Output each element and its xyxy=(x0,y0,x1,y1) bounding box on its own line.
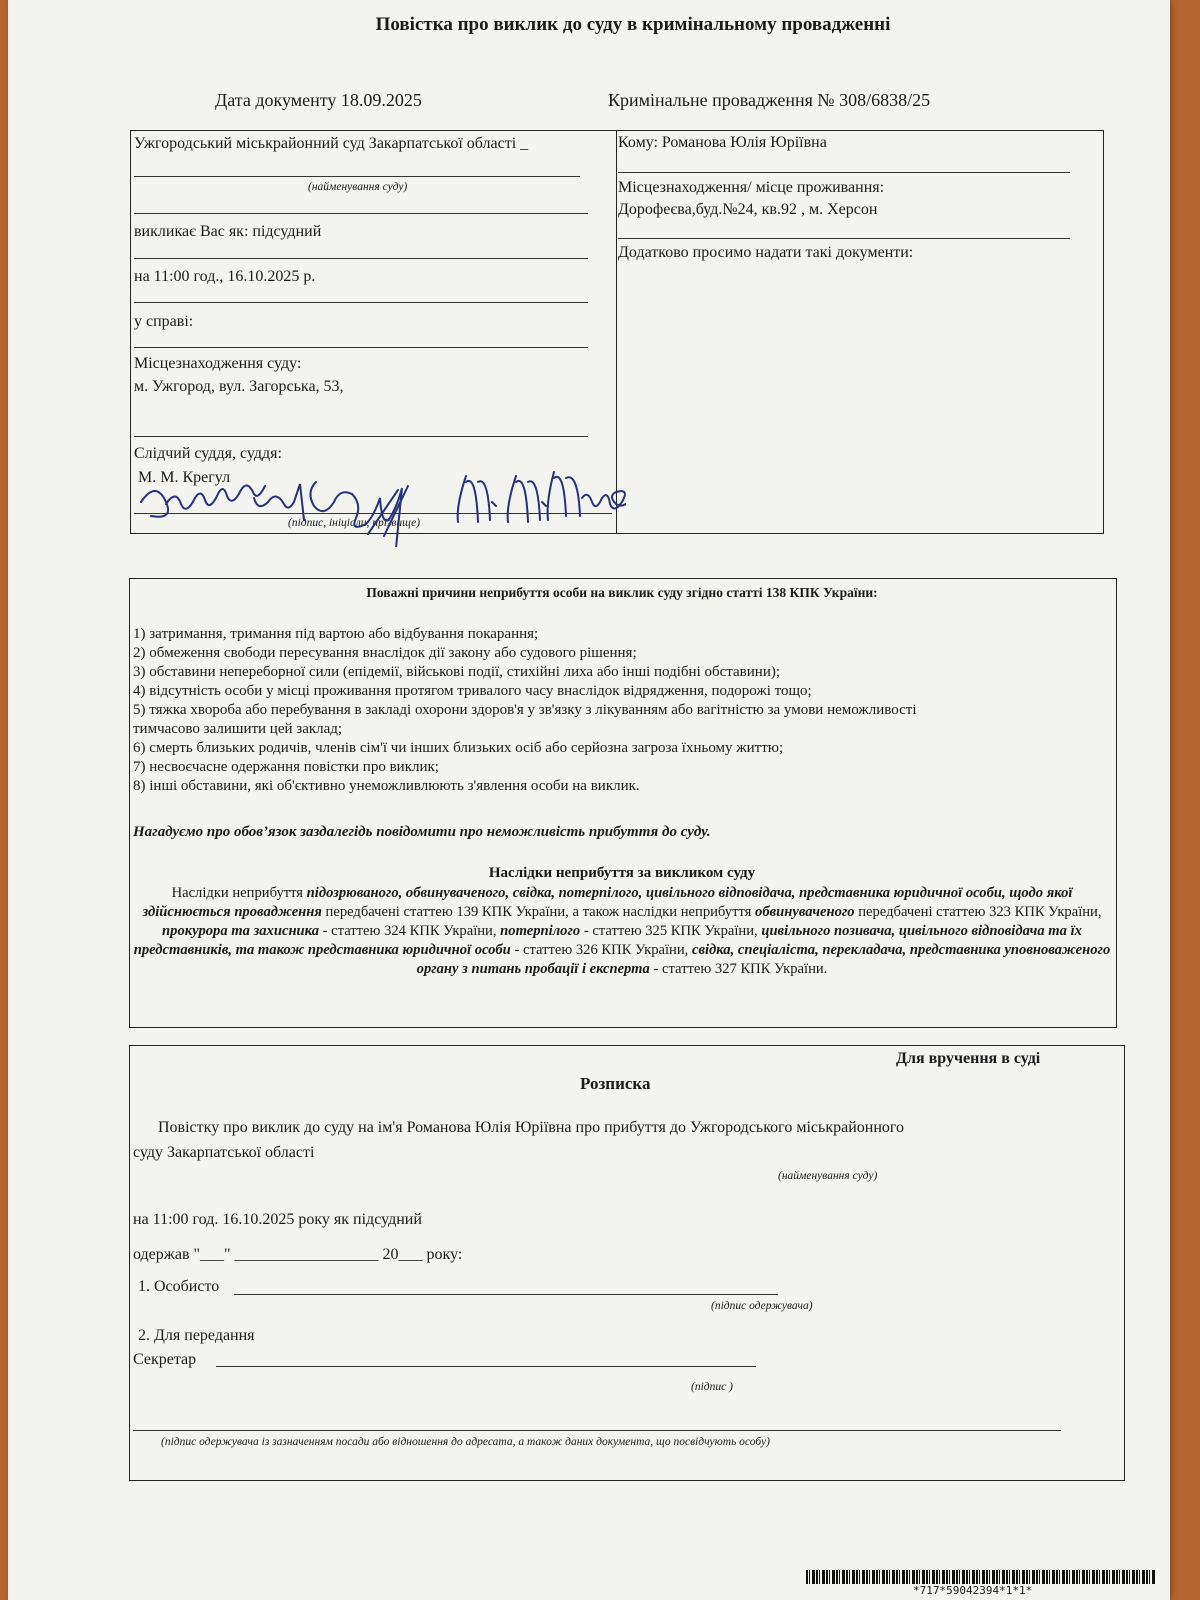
signature-caption: (підпис, ініціали, прізвище) xyxy=(288,517,421,529)
list-item: 3) обставини непереборної сили (епідемії, військові події, стихійні лиха або інші подібні обставини); xyxy=(133,664,781,680)
signature-line xyxy=(133,1430,1061,1431)
consequences-text xyxy=(133,884,1111,979)
secretary-label: Секретар xyxy=(133,1351,197,1368)
rule xyxy=(618,172,1070,173)
transfer-label: 2. Для передання xyxy=(138,1327,255,1344)
receipt-line-1: Повістку про виклик до суду на ім'я Романова Юлія Юріївна про прибуття до Ужгородського міськрайонного xyxy=(158,1119,905,1136)
plain-text: передбачені статтею 323 КПК України, xyxy=(854,904,1102,920)
emphasis-text: цивільного позивача, цивільного відповідача та їх представників, та також представника юридичної особи xyxy=(133,923,1082,958)
list-item: 5) тяжка хвороба або перебування в закладі охорони здоров'я у зв'язку з лікуванням або вагітністю за умови неможливості xyxy=(133,702,917,718)
plain-text: передбачені статтею 139 КПК України, а також наслідки неприбуття xyxy=(321,904,756,920)
list-item: 7) несвоєчасне одержання повістки про виклик; xyxy=(133,759,439,775)
reasons-heading: Поважні причини неприбуття особи на виклик суду згідно статті 138 КПК України: xyxy=(366,585,878,600)
consequences-heading: Наслідки неприбуття за викликом суду xyxy=(488,865,756,881)
plain-text: Наслідки неприбуття xyxy=(171,885,307,901)
emphasis-text: свідка, спеціаліста, перекладача, представника уповноваженого органу з питань пробації і експерта xyxy=(416,942,1111,977)
personally-label: 1. Особисто xyxy=(138,1278,220,1295)
rule xyxy=(134,436,588,437)
rule xyxy=(134,347,588,348)
reminder: Нагадуємо про обов’язок заздалегідь повідомити про неможливість прибуття до суду. xyxy=(133,824,711,840)
plain-text: - статтею 326 КПК України, xyxy=(510,942,692,958)
sign-caption: (підпис ) xyxy=(691,1381,733,1393)
received-date: одержав "___" __________________ 20___ року: xyxy=(133,1246,463,1263)
case-number: Кримінальне провадження № 308/6838/25 xyxy=(608,90,931,110)
barcode-number: *717*59042394*1*1* xyxy=(913,1584,1033,1597)
receipt-time: на 11:00 год. 16.10.2025 року як підсудний xyxy=(133,1211,422,1228)
additional-documents: Додатково просимо надати такі документи: xyxy=(618,244,914,261)
plain-text: - статтею 324 КПК України, xyxy=(319,923,501,939)
barcode xyxy=(806,1570,1156,1584)
court-location: м. Ужгород, вул. Загорська, 53, xyxy=(134,378,344,395)
court-caption: (найменування суду) xyxy=(308,181,408,193)
judge-name: М. М. Крегул xyxy=(138,469,231,486)
list-item: 4) відсутність особи у місці проживання протягом тривалого часу внаслідок відрядження, подорожі тощо; xyxy=(133,683,812,699)
recipient-sign-caption: (підпис одержувача) xyxy=(711,1300,813,1312)
document-date: Дата документу 18.09.2025 xyxy=(215,90,422,110)
list-item: 1) затримання, тримання під вартою або відбування покарання; xyxy=(133,626,539,642)
rule xyxy=(134,302,588,303)
rule xyxy=(134,258,588,259)
signature-line xyxy=(216,1366,756,1367)
judge-label: Слідчий суддя, суддя: xyxy=(134,445,282,462)
receipt-line-2: суду Закарпатської області xyxy=(133,1144,315,1161)
court-name: Ужгородський міськрайонний суд Закарпатської області _ xyxy=(134,135,529,152)
plain-text: - статтею 325 КПК України, xyxy=(580,923,762,939)
receipt-title: Розписка xyxy=(580,1074,651,1093)
reasons-list xyxy=(133,625,1108,796)
recipient-address: Дорофеєва,буд.№24, кв.92 , м. Херсон xyxy=(618,201,878,218)
hearing-time: на 11:00 год., 16.10.2025 р. xyxy=(134,268,316,285)
address-label: Місцезнаходження/ місце проживання: xyxy=(618,179,885,196)
for-court-label: Для вручення в суді xyxy=(896,1050,1041,1067)
rule xyxy=(618,238,1070,239)
recipient-name: Кому: Романова Юлія Юріївна xyxy=(618,134,827,151)
emphasis-text: прокурора та захисника xyxy=(162,923,320,939)
signature-line xyxy=(234,1294,778,1295)
court-location-label: Місцезнаходження суду: xyxy=(134,355,302,372)
rule xyxy=(134,176,580,177)
in-case-label: у справі: xyxy=(134,313,194,330)
rule xyxy=(134,213,588,214)
summoned-as: викликає Вас як: підсудний xyxy=(134,223,322,240)
receipt-court-caption: (найменування суду) xyxy=(778,1170,878,1182)
list-item: 8) інші обставини, які об'єктивно унеможливлюють з'явлення особи на виклик. xyxy=(133,778,640,794)
receipt-footer: (підпис одержувача із зазначенням посади або відношення до адресата, а також даних документа, що посвідчують особу) xyxy=(161,1436,770,1448)
list-item: 6) смерть близьких родичів, членів сім'ї чи інших близьких осіб або серйозна загроза їхньому життю; xyxy=(133,740,784,756)
emphasis-text: обвинуваченого xyxy=(755,904,855,920)
emphasis-text: потерпілого xyxy=(500,923,581,939)
emphasis-text: підозрюваного, обвинуваченого, свідка, потерпілого, цивільного відповідача, представника юридичної особи, щодо якої здійснюється провадження xyxy=(142,885,1073,920)
list-item: 2) обмеження свободи пересування внаслідок дії закону або судового рішення; xyxy=(133,645,637,661)
document-page xyxy=(8,0,1170,1600)
plain-text: - статтею 327 КПК України. xyxy=(649,961,828,977)
document-title: Повістка про виклик до суду в кримінальному провадженні xyxy=(375,14,891,35)
handwritten-signature xyxy=(136,462,626,547)
list-item: тимчасово залишити цей заклад; xyxy=(133,721,343,737)
